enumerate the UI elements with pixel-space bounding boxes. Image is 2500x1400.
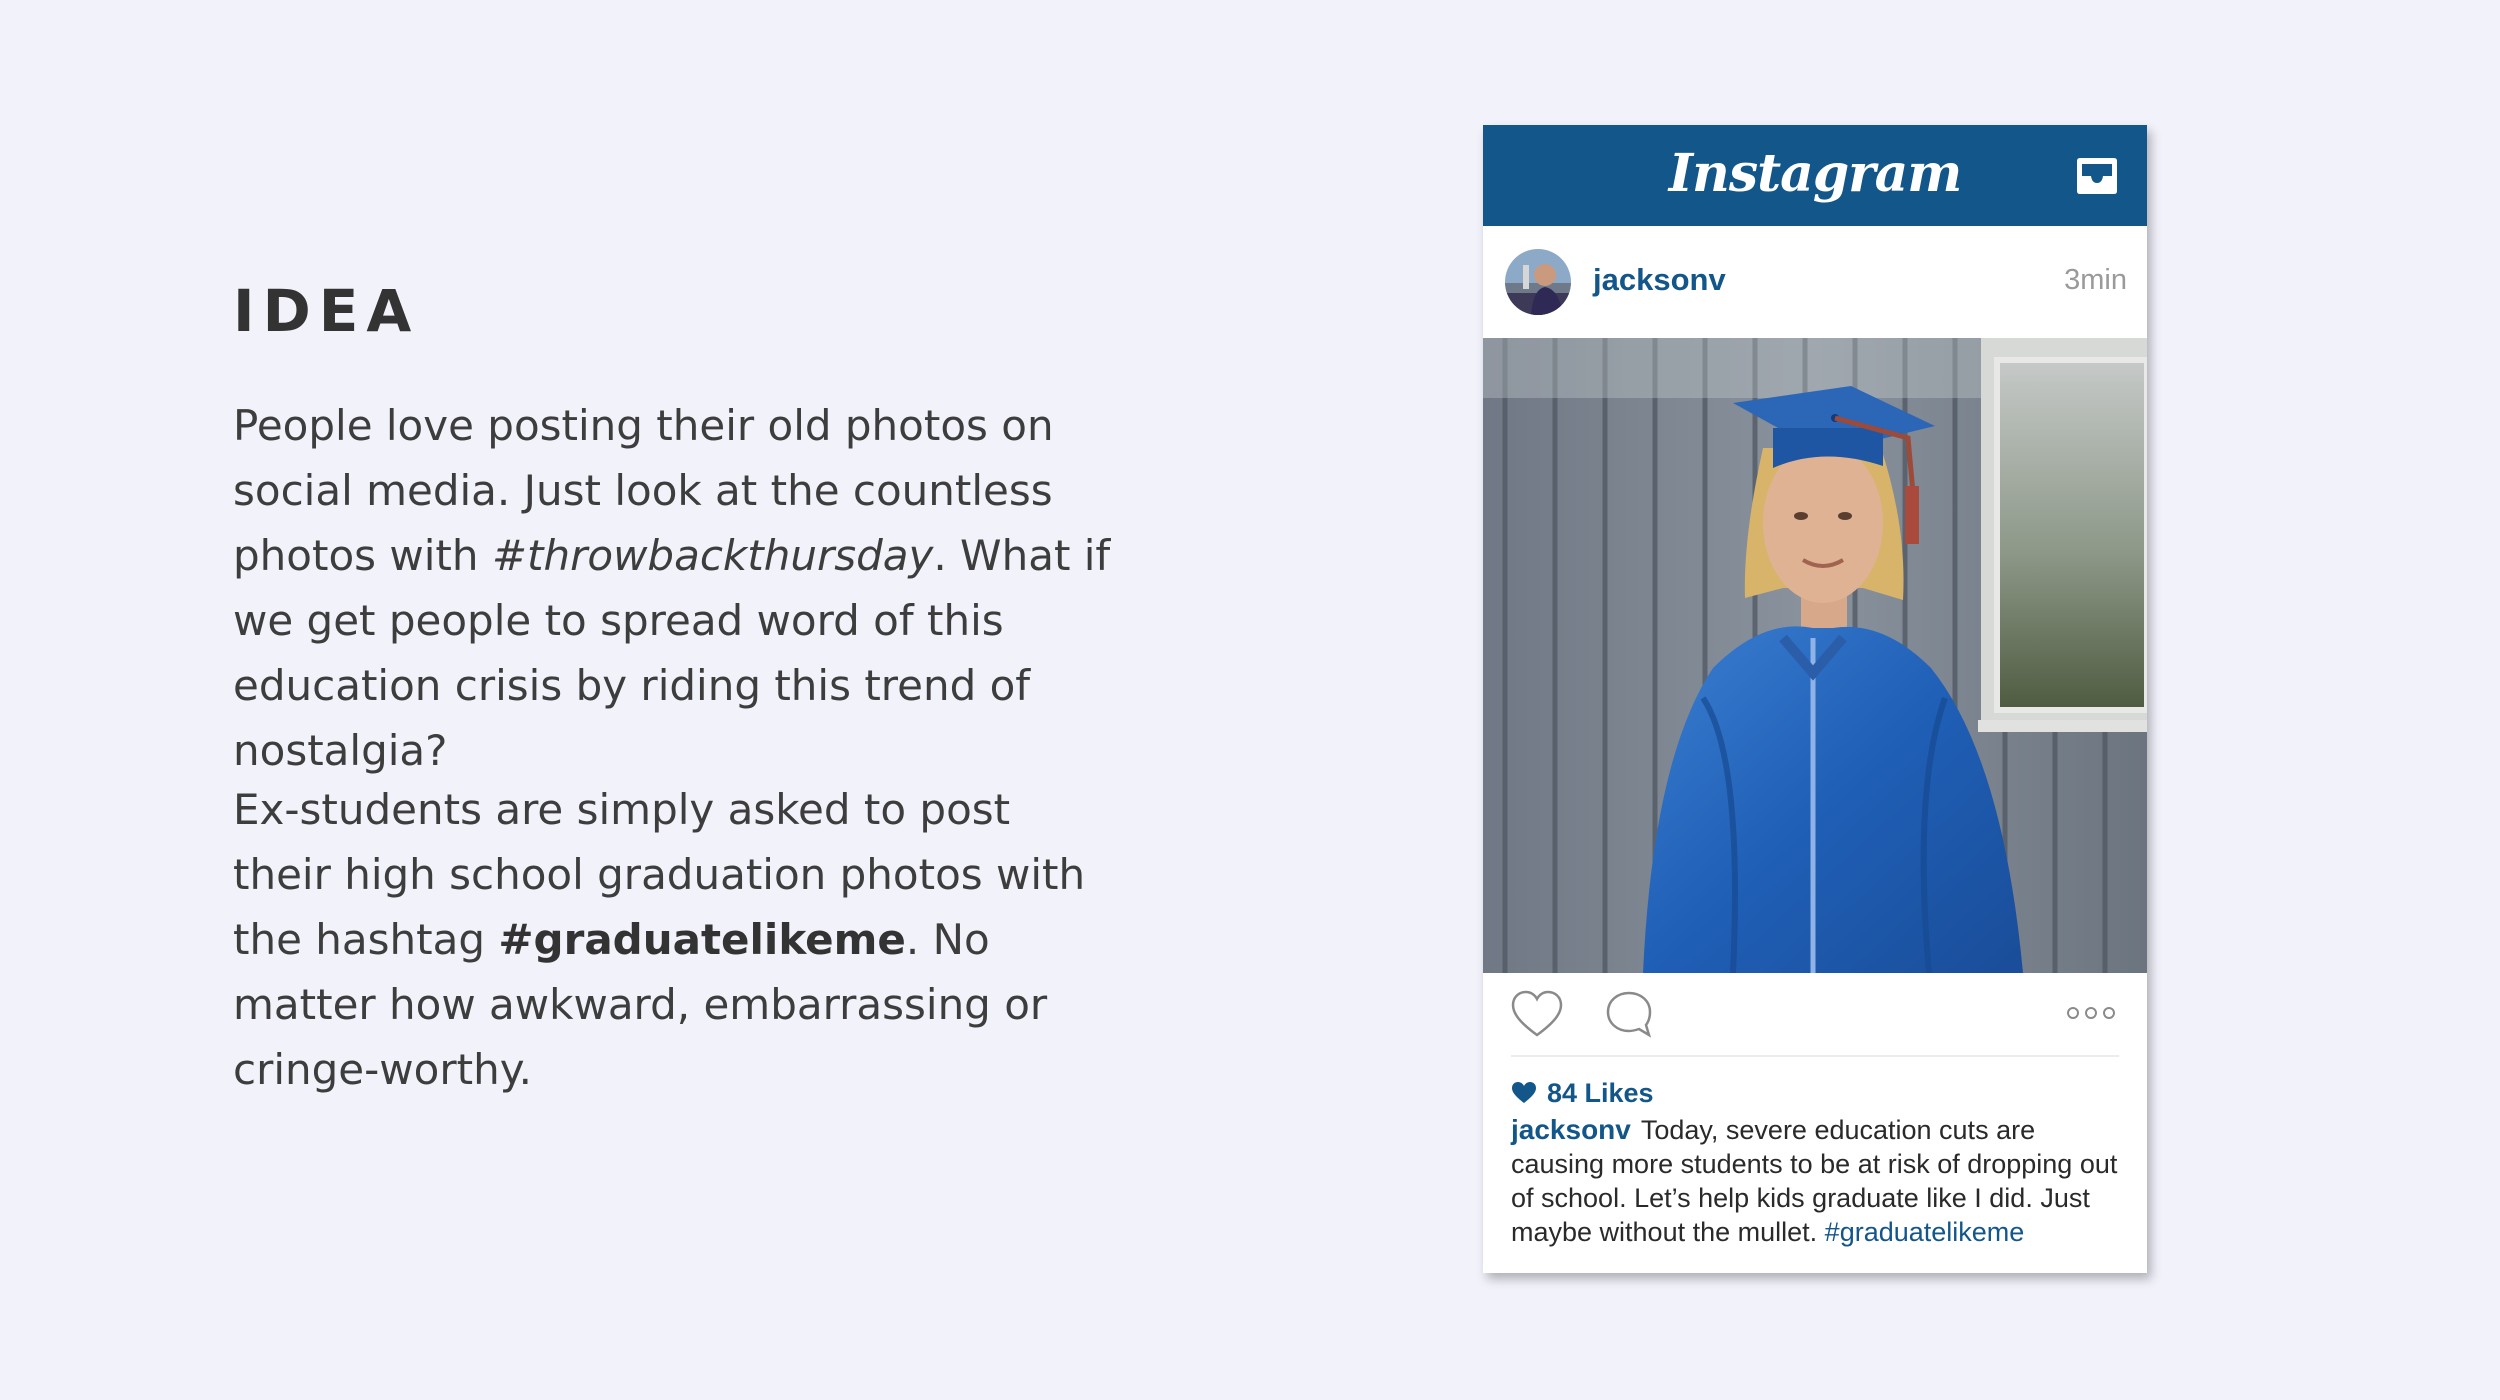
instagram-logo: Instagram (1668, 143, 1962, 204)
graduatelikeme-hashtag: #graduatelikeme (498, 915, 906, 964)
post-actions (1483, 973, 2147, 1055)
likes-heart-icon (1511, 1081, 1537, 1105)
paragraph-2-text-start: Ex-students are simply asked to post their high school graduation photos with the hashtag (233, 785, 1086, 964)
caption-text: Today, severe education cuts are causing more students to be at risk of dropping out of school. Let’s help kids graduate like I did. Just maybe without the mullet. (1511, 1115, 2118, 1247)
throwback-hashtag: #throwbackthursday (491, 531, 934, 580)
instagram-post-card (1483, 125, 2147, 1273)
caption-hashtag[interactable]: #graduatelikeme (1824, 1217, 2025, 1247)
paragraph-1-text-end: . What if we get people to spread word of this education crisis by riding this trend of nostalgia? (233, 531, 1111, 775)
caption-username[interactable]: jacksonv (1511, 1114, 1631, 1145)
idea-heading: IDEA (233, 277, 420, 345)
actions-divider (1511, 1055, 2119, 1057)
post-header (1483, 226, 2147, 338)
avatar[interactable] (1505, 249, 1571, 315)
post-photo[interactable] (1483, 338, 2147, 973)
post-caption (1511, 1113, 2131, 1249)
idea-paragraph-2 (233, 777, 1113, 1102)
post-timestamp: 3min (2064, 264, 2127, 296)
heart-icon[interactable] (1509, 989, 1565, 1039)
more-options-icon[interactable] (2065, 1005, 2117, 1021)
paragraph-2-text-end: . No matter how awkward, embarrassing or cringe-worthy. (233, 915, 1048, 1094)
instagram-header (1483, 125, 2147, 226)
likes-label: 84 Likes (1547, 1078, 1654, 1108)
inbox-icon[interactable] (2073, 155, 2121, 197)
post-username[interactable]: jacksonv (1593, 262, 1726, 297)
paragraph-1-text-start: People love posting their old photos on social media. Just look at the countless photos with (233, 401, 1054, 580)
comment-icon[interactable] (1603, 989, 1655, 1039)
likes-count[interactable] (1511, 1073, 1654, 1113)
idea-paragraph-1 (233, 393, 1113, 783)
